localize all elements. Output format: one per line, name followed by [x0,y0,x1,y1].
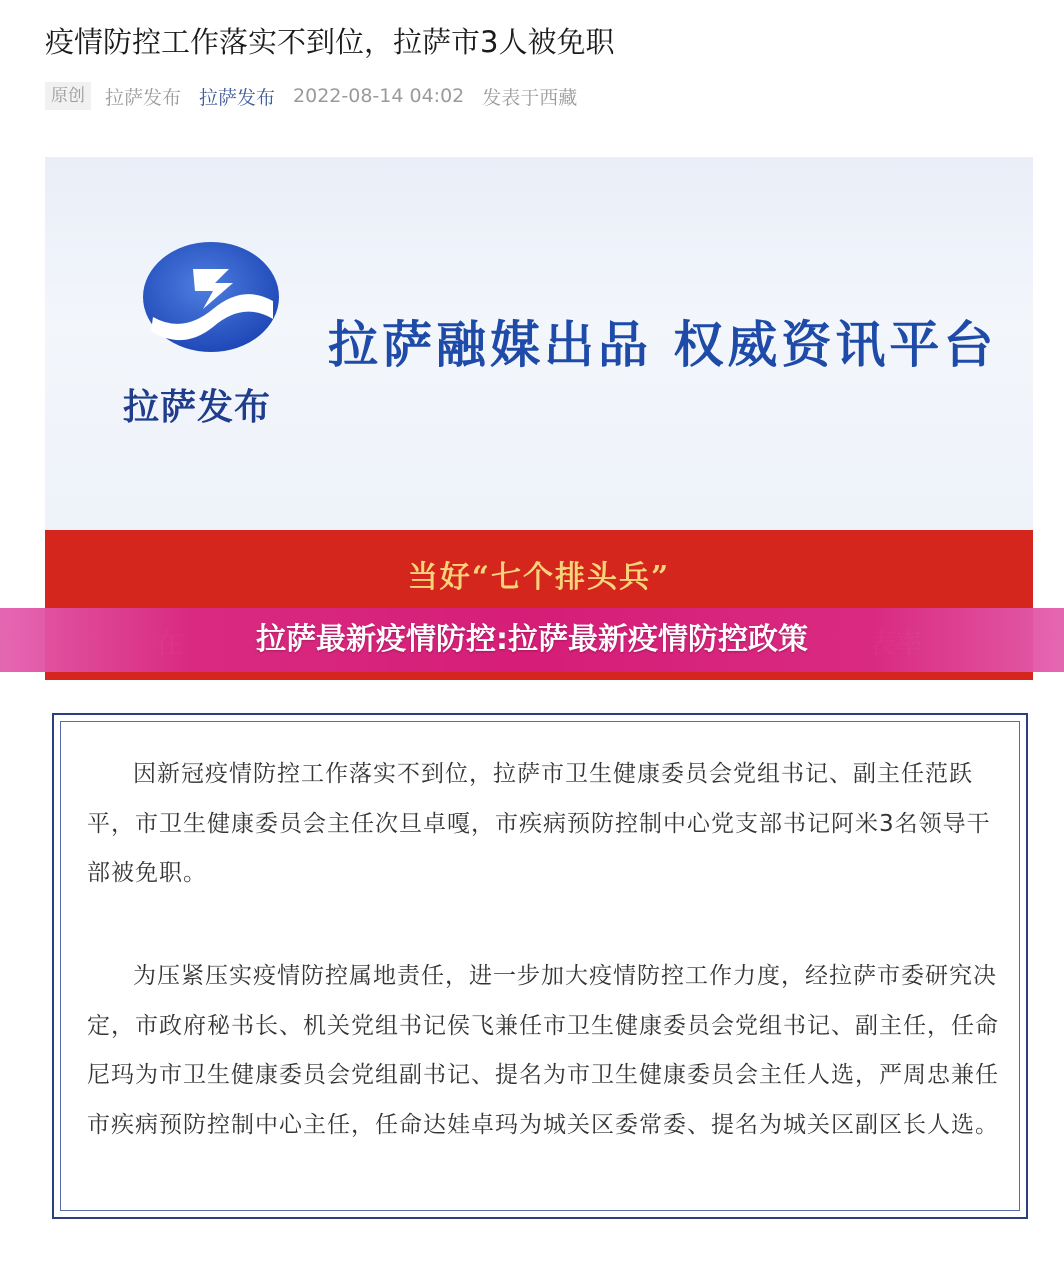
source-label: 拉萨发布 [105,86,182,109]
article-title: 疫情防控工作落实不到位，拉萨市3人被免职 [45,25,615,59]
lhasa-logo-icon [133,239,283,359]
publish-location: 发表于西藏 [482,86,578,109]
publish-time: 2022-08-14 04:02 [293,85,465,107]
original-badge: 原创 [45,82,91,110]
header-banner-image [45,157,1033,530]
paragraph: 因新冠疫情防控工作落实不到位，拉萨市卫生健康委员会党组书记、副主任范跃平，市卫生健康委员会主任次旦卓嘎，市疾病预防控制中心党支部书记阿米3名领导干部被免职。 [87,761,991,886]
logo-text: 拉萨发布 [123,387,272,428]
author-link[interactable]: 拉萨发布 [199,86,276,109]
banner-slogan: 拉萨融媒出品 权威资讯平台 [328,316,998,374]
paragraph: 为压紧压实疫情防控属地责任，进一步加大疫情防控工作力度，经拉萨市委研究决定，市政府秘书长、机关党组书记侯飞兼任市卫生健康委员会党组书记、副主任，任命尼玛为市卫生健康委员会党组副书记、提名为市卫生健康委员会主任人选，严周忠兼任市疾病预防控制中心主任，任命达娃卓玛为城关区委常委、提名为城关区副区长人选。 [87,963,999,1138]
article-meta [45,80,577,112]
document-inner-frame [60,721,1020,1211]
notice-document [52,713,1028,1219]
strip-headline: 当好“七个排头兵” [407,560,671,595]
caption-overlay-text: 拉萨最新疫情防控:拉萨最新疫情防控政策 [256,622,808,657]
